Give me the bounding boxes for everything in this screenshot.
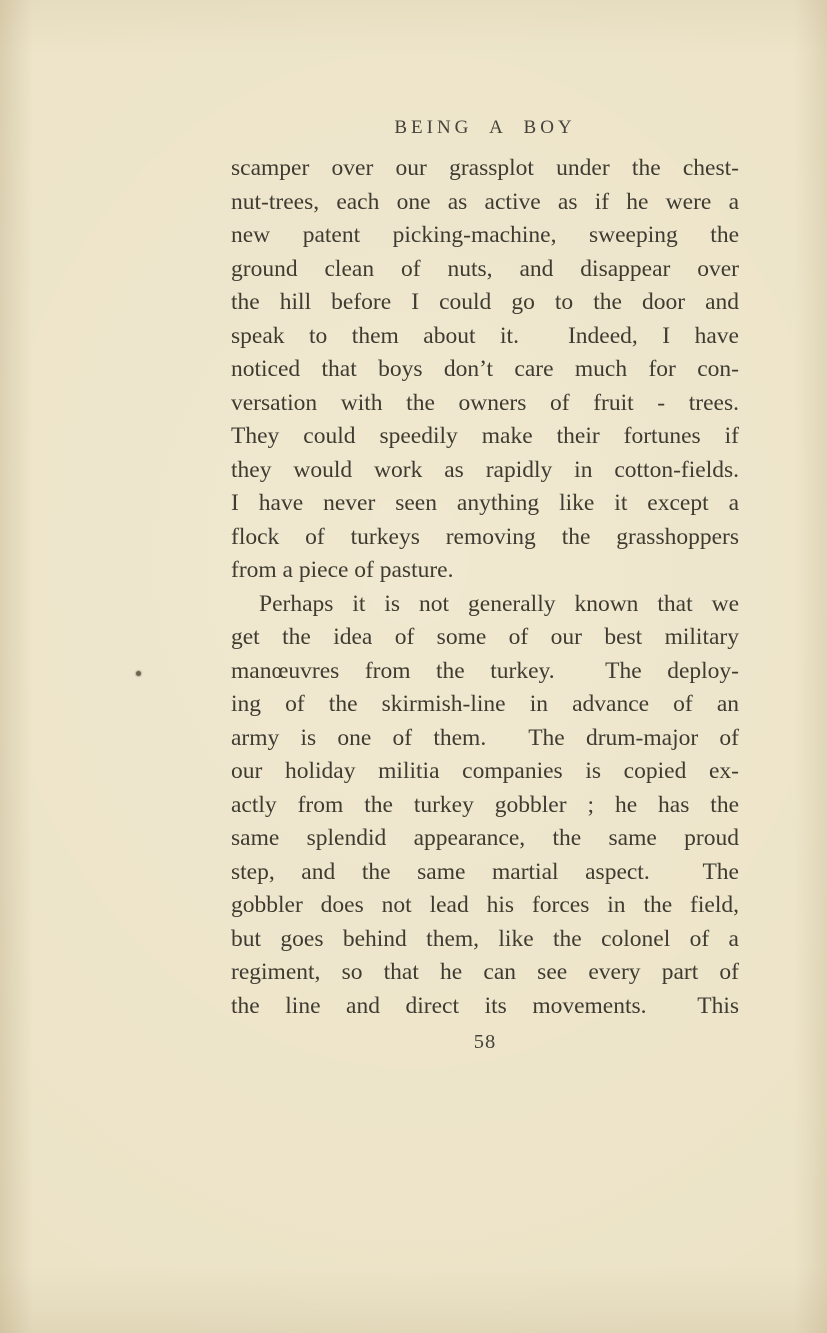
- text-line: versation with the owners of fruit - trees.: [231, 389, 739, 416]
- text-line: regiment, so that he can see every part of: [231, 959, 739, 985]
- text-line: noticed that boys don’t care much for con-: [231, 356, 739, 382]
- text-line: Perhaps it is not generally known that we: [259, 590, 739, 617]
- text-line: scamper over our grassplot under the chest-: [231, 155, 739, 181]
- text-line: ground clean of nuts, and disappear over: [231, 255, 739, 282]
- running-head: BEING A BOY: [394, 117, 576, 138]
- text-line: actly from the turkey gobbler ; he has the: [231, 791, 739, 818]
- text-line: ing of the skirmish-line in advance of an: [231, 691, 739, 717]
- ink-speck: [136, 671, 141, 676]
- text-line: manœuvres from the turkey. The deploy-: [231, 657, 739, 684]
- text-line: from a piece of pasture.: [231, 557, 454, 583]
- text-line: army is one of them. The drum-major of: [231, 724, 739, 751]
- text-line: our holiday militia companies is copied ex-: [231, 758, 739, 784]
- text-line: I have never seen anything like it except a: [231, 490, 739, 516]
- page-number: 58: [473, 1031, 497, 1053]
- text-line: new patent picking-machine, sweeping the: [231, 222, 739, 248]
- text-line: get the idea of some of our best military: [231, 624, 739, 650]
- text-line: gobbler does not lead his forces in the field,: [231, 892, 739, 918]
- text-line: same splendid appearance, the same proud: [231, 825, 739, 851]
- text-line: speak to them about it. Indeed, I have: [231, 322, 739, 349]
- text-line: but goes behind them, like the colonel of a: [231, 925, 739, 952]
- text-block: [231, 152, 739, 1023]
- text-line: flock of turkeys removing the grasshoppers: [231, 523, 739, 550]
- text-line: nut-trees, each one as active as if he were a: [231, 188, 739, 215]
- text-line: they would work as rapidly in cotton-fields.: [231, 456, 739, 483]
- text-line: the hill before I could go to the door and: [231, 289, 739, 315]
- text-line: They could speedily make their fortunes if: [231, 423, 739, 449]
- text-line: the line and direct its movements. This: [231, 992, 739, 1019]
- text-line: step, and the same martial aspect. The: [231, 858, 739, 885]
